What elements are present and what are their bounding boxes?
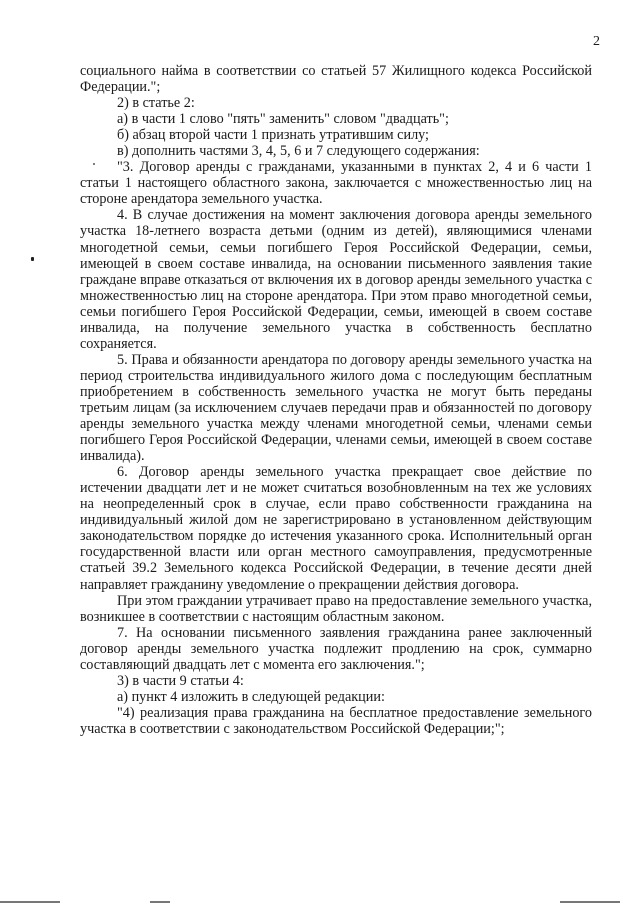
paragraph-subitem-a-2: а) пункт 4 изложить в следующей редакции:	[117, 688, 385, 705]
paragraph-item-3: 3) в части 9 статьи 4:	[117, 672, 244, 689]
paragraph-part-3: "3. Договор аренды с гражданами, указанными в пунктах 2, 4 и 6 части 1 статьи 1 настоящего областного закона, заключается с множественностью лиц на стороне арендатора земельного участка.	[80, 159, 592, 208]
document-body	[80, 63, 592, 737]
paragraph-part-7: 7. На основании письменного заявления гражданина ранее заключенный договор аренды земельного участка подлежит продлению на срок, суммарно составляющий двадцать лет с момента его заключения.";	[80, 624, 592, 673]
paragraph-item-2: 2) в статье 2:	[117, 95, 195, 112]
paragraph-part-6-cont: При этом граждании утрачивает право на предоставление земельного участка, возникшее в соответствии с настоящим областным законом.	[80, 592, 592, 625]
page-number: 2	[593, 34, 600, 49]
paragraph-part-4: 4. В случае достижения на момент заключения договора аренды земельного участка 18-летнего возраста детьми (одним из детей), являющимися членами многодетной семьи, семьи погибшего Героя Российской Федерации, семьи, имеющей в своем составе инвалида, на основании письменного заявления такие граждане вправе отказаться от включения их в договор аренды земельного участка с множественностью лиц на стороне арендатора. При этом право многодетной семьи, семьи погибшего Героя Российской Федерации, семьи, имеющей в своем составе инвалида, на получение земельного участка в собственность бесплатно сохраняется.	[80, 207, 592, 352]
paragraph-continuation: социального найма в соответствии со статьей 57 Жилищного кодекса Российской Федерации.";	[80, 63, 592, 96]
scan-bottom-edge	[0, 897, 640, 905]
paragraph-part-6: 6. Договор аренды земельного участка прекращает свое действие по истечении двадцати лет и не может считаться возобновленным на тех же условиях на неопределенный срок в случае, если право собственности гражданина на индивидуальный жилой дом не зарегистрировано в установленном действующим законодательством порядке до истечения указанного срока. Исполнительный орган государственной власти или орган местного самоуправления, предусмотренные статьей 39.2 Земельного кодекса Российской Федерации, в течение десяти дней направляет гражданину уведомление о прекращении действия договора.	[80, 464, 592, 593]
paragraph-part-5: 5. Права и обязанности арендатора по договору аренды земельного участка на период строительства индивидуального жилого дома с последующим бесплатным приобретением в собственность земельного участка не могут быть переданы третьим лицам (за исключением случаев передачи прав и обязанностей по договору аренды земельного участка между членами многодетной семьи, членами семьи погибшего Героя Российской Федерации, членами семьи, имеющей в своем составе инвалида).	[80, 351, 592, 465]
paragraph-subitem-a: а) в части 1 слово "пять" заменить" словом "двадцать";	[117, 111, 449, 128]
paragraph-point-4: "4) реализация права гражданина на бесплатное предоставление земельного участка в соответствии с законодательством Российской Федерации;";	[80, 704, 592, 737]
paragraph-subitem-b: б) абзац второй части 1 признать утратившим силу;	[117, 127, 429, 144]
paragraph-subitem-v: в) дополнить частями 3, 4, 5, 6 и 7 следующего содержания:	[117, 143, 480, 160]
margin-mark	[31, 257, 34, 261]
